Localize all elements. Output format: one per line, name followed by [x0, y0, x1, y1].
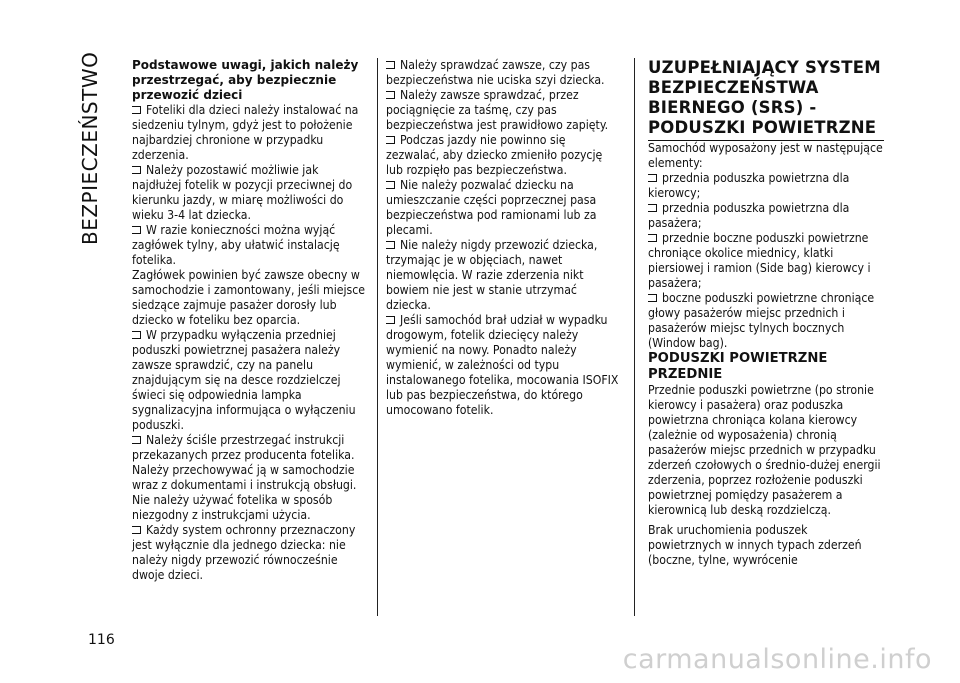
bullet-item: [386, 238, 621, 313]
bullet-icon: [132, 436, 141, 444]
bullet-icon: [648, 174, 657, 182]
bullet-text: Foteliki dla dzieci należy instalować na siedzeniu tylnym, gdyż jest to położenie najbardziej chronione w przypadku zderzenia.: [132, 103, 359, 162]
paragraph: Zagłówek powinien być zawsze obecny w samochodzie i zamontowany, jeśli miejsce siedzące zajmuje pasażer dorosły lub dziecko w foteliku bez oparcia.: [132, 268, 366, 327]
paragraph: Przednie poduszki powietrzne (po stronie kierowcy i pasażera) oraz poduszka powietrzna chroniąca kolana kierowcy (zależnie od wyposażenia) chronią pasażerów miejsc przednich w przypadku zderzeń czołowych o średnio-dużej energii zderzenia, poprzez rozłożenie poduszki powietrznej pomiędzy pasażerem a kierownicą lub deską rozdzielczą.: [648, 383, 881, 517]
bullet-icon: [132, 166, 141, 174]
bullet-icon: [386, 61, 395, 69]
bullet-item: [132, 328, 367, 433]
bullet-item: [386, 88, 621, 133]
paragraph: Brak uruchomienia poduszek powietrznych w innych typach zderzeń (boczne, tylne, wywrócenie: [648, 523, 862, 567]
column-divider: [377, 58, 378, 616]
bullet-icon: [132, 226, 141, 234]
subsection-heading: PODUSZKI POWIETRZNE PRZEDNIE: [648, 351, 828, 382]
text-column-3: [648, 58, 884, 568]
bullet-icon: [386, 316, 395, 324]
bullet-item: [386, 313, 621, 418]
bullet-text: Należy zawsze sprawdzać, przez pociągnięcie za taśmę, czy pas bezpieczeństwa jest prawidłowo zapięty.: [386, 88, 609, 132]
bullet-text: Podczas jazdy nie powinno się zezwalać, aby dziecko zmieniło pozycję lub rozpięło pas bezpieczeństwa.: [386, 133, 603, 177]
bullet-item: [132, 103, 367, 163]
chapter-heading: UZUPEŁNIAJĄCY SYSTEM BEZPIECZEŃSTWA BIERNEGO (SRS) - PODUSZKI POWIETRZNE: [648, 58, 884, 141]
watermark: carmanualsonline.info: [622, 644, 932, 675]
bullet-icon: [386, 241, 395, 249]
bullet-text: Nie należy pozwalać dziecku na umieszczanie części poprzecznej pasa bezpieczeństwa pod ramionami lub za plecami.: [386, 178, 597, 237]
bullet-item: [132, 523, 367, 583]
bullet-item: [648, 291, 884, 351]
bullet-icon: [386, 181, 395, 189]
section-title-vertical: BEZPIECZEŃSTWO: [78, 51, 102, 245]
bullet-item: [386, 133, 621, 178]
bullet-text: przednia poduszka powietrzna dla kierowcy;: [648, 171, 850, 200]
text-column-1: [132, 58, 367, 583]
bullet-icon: [648, 234, 657, 242]
bullet-text: Należy pozostawić możliwie jak najdłużej fotelik w pozycji przeciwnej do kierunku jazdy, w miarę możliwości do wieku 3-4 lat dziecka.: [132, 163, 353, 222]
bullet-text: W razie konieczności można wyjąć zagłówek tylny, aby ułatwić instalację fotelika.: [132, 223, 340, 267]
column-divider: [634, 58, 635, 616]
bullet-text: Należy sprawdzać zawsze, czy pas bezpieczeństwa nie uciska szyi dziecka.: [386, 58, 605, 87]
bullet-icon: [132, 526, 141, 534]
bullet-icon: [386, 91, 395, 99]
bullet-text: Nie należy nigdy przewozić dziecka, trzymając je w objęciach, nawet niemowlęcia. W razie zderzenia nikt bowiem nie jest w stanie utrzymać dziecka.: [386, 238, 598, 312]
bullet-icon: [648, 294, 657, 302]
bullet-text: Każdy system ochronny przeznaczony jest wyłącznie dla jednego dziecka: nie należy nigdy przewozić równocześnie dwoje dzieci.: [132, 523, 356, 582]
bullet-item: [132, 163, 367, 223]
bullet-item: [648, 201, 884, 231]
bullet-icon: [386, 136, 395, 144]
bullet-icon: [132, 106, 141, 114]
page-number: 116: [88, 632, 115, 648]
section-heading: Podstawowe uwagi, jakich należy przestrzegać, aby bezpiecznie przewozić dzieci: [132, 58, 359, 102]
bullet-item: [648, 171, 884, 201]
paragraph: Samochód wyposażony jest w następujące elementy:: [648, 141, 883, 170]
bullet-text: Należy ściśle przestrzegać instrukcji przekazanych przez producenta fotelika. Należy przechowywać ją w samochodzie wraz z dokumentami i instrukcją obsługi. Nie należy używać fotelika w sposób niezgodny z instrukcjami użycia.: [132, 433, 357, 522]
bullet-item: [132, 433, 367, 523]
bullet-text: boczne poduszki powietrzne chroniące głowy pasażerów miejsc przednich i pasażerów miejsc tylnych bocznych (Window bag).: [648, 291, 875, 350]
bullet-text: przednia poduszka powietrzna dla pasażera;: [648, 201, 850, 230]
bullet-item: [132, 223, 367, 268]
bullet-icon: [132, 331, 141, 339]
bullet-text: W przypadku wyłączenia przedniej poduszki powietrznej pasażera należy zawsze sprawdzić, czy na panelu znajdującym się na desce rozdzielczej świeci się odpowiednia lampka sygnalizacyjna informująca o wyłączeniu poduszki.: [132, 328, 356, 432]
bullet-text: przednie boczne poduszki powietrzne chroniące okolice miednicy, klatki piersiowej i ramion (Side bag) kierowcy i pasażera;: [648, 231, 871, 290]
bullet-item: [648, 231, 884, 291]
bullet-text: Jeśli samochód brał udział w wypadku drogowym, fotelik dziecięcy należy wymienić na nowy. Ponadto należy wymienić, w zależności od typu instalowanego fotelika, mocowania ISOFIX lub pas bezpieczeństwa, do którego umocowano fotelik.: [386, 313, 619, 417]
bullet-icon: [648, 204, 657, 212]
bullet-item: [386, 178, 621, 238]
bullet-item: [386, 58, 621, 88]
text-column-2: [386, 58, 621, 418]
